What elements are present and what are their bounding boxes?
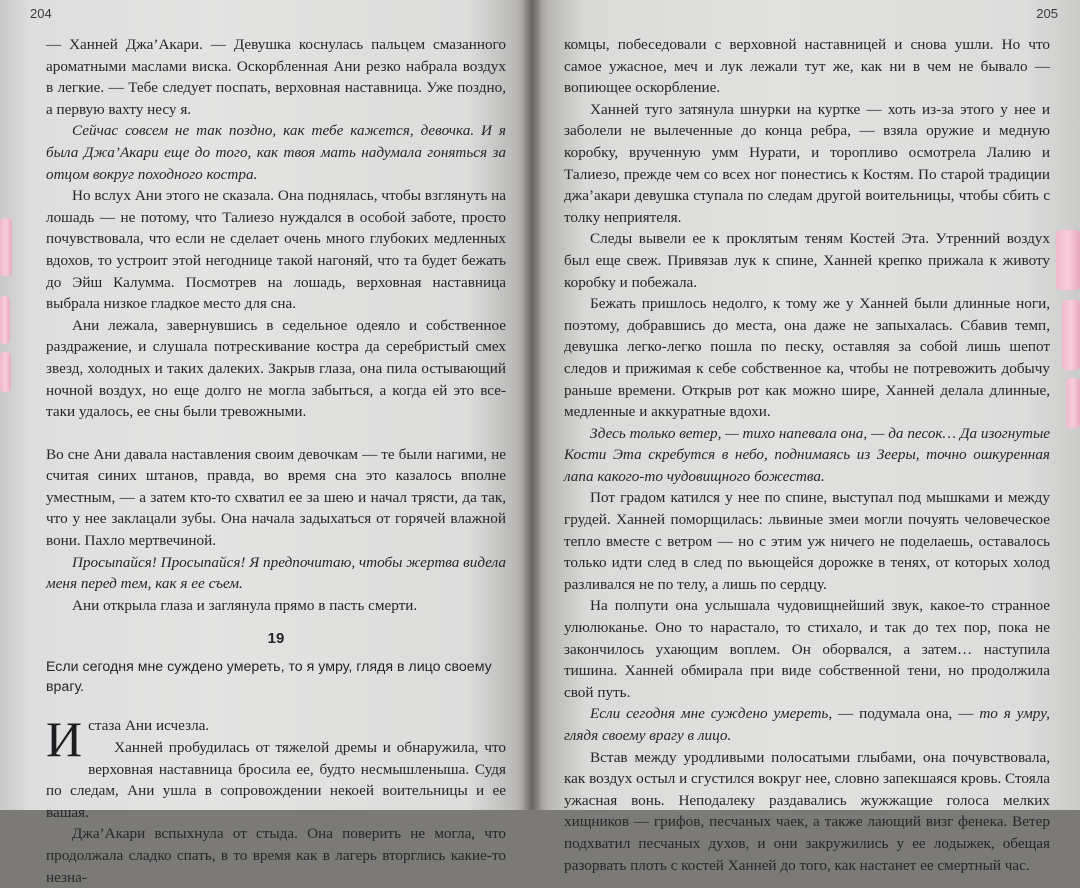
chapter-opening-paragraph bbox=[46, 711, 506, 768]
italic-thought: Сейчас совсем не так поздно, как тебе кажется, девочка. И я была Джа’Акари еще до того, как твоя мать надумала гоняться за отцом вокруг походного костра. bbox=[46, 122, 506, 183]
thought-plain: — подумала она, — bbox=[832, 705, 980, 723]
pink-tab-left-upper bbox=[0, 218, 12, 276]
right-page bbox=[532, 0, 1080, 874]
paragraph: Следы вывели ее к проклятым теням Костей Эта. Утренний воздух был еще свеж. Привязав лук к спине, Ханней крепко прижала к животу коробку и побежала. bbox=[564, 230, 1050, 291]
paragraph: комцы, побеседовали с верховной наставницей и снова ушли. Но что самое ужасное, меч и лук лежали тут же, как ни в чем не бывало — вопиющее оскорбление. bbox=[564, 36, 1050, 97]
paragraph: Во сне Ани давала наставления своим девочкам — те были нагими, не считая синих штанов, правда, во время сна это казалось вполне уместным, — а затем кто-то схватил ее за шею и начал трясти, да так, что у нее заклацали зубы. Она начала задыхаться от горячей влажной вони. Пахло мертвечиной. bbox=[46, 445, 506, 550]
paragraph: — Ханней Джа’Акари. — Девушка коснулась пальцем смазанного ароматными маслами виска. Оскорбленная Ани резко набрала воздух в легкие. — Тебе следует поспать, верховная наставница. Уже поздно, а первую вахту несу я. bbox=[46, 36, 506, 118]
thought-italic: Если сегодня мне суждено умереть, bbox=[590, 705, 833, 723]
paragraph: На полпути она услышала чудовищнейший звук, какое-то странное улюлюканье. Оно то нарастало, то стихало, и так до тех пор, пока не закончилось ухающим воплем. Он оборвался, а затем… наступила тишина. Ханней обмирала при виде собственной тени, но продолжила свой путь. bbox=[564, 597, 1050, 701]
italic-speech: Просыпайся! Просыпайся! Я предпочитаю, чтобы жертва видела меня перед тем, как я ее съем. bbox=[46, 553, 506, 593]
thought-italic: то я умру, глядя своему врагу в лицо. bbox=[564, 705, 1050, 744]
drop-cap: И bbox=[46, 711, 83, 768]
pink-tab-right-lower bbox=[1066, 378, 1080, 428]
pink-tab-right-middle bbox=[1062, 300, 1080, 370]
left-page bbox=[0, 0, 532, 886]
paragraph: Бежать пришлось недолго, к тому же у Ханней были длинные ноги, поэтому, добравшись до места, она даже не запыхалась. Сбавив темп, девушка легко-легко пошла по песку, оставляя за собой лишь шепот следов и прижимая к себе собственное ка, чтобы не потревожить добычу раньше времени. Открыв рот как можно шире, Ханней делала длинные, медленные и аккуратные вдохи. bbox=[564, 295, 1050, 421]
chapter-epigraph: Если сегодня мне суждено умереть, то я умру, глядя в лицо своему врагу. bbox=[46, 659, 492, 696]
thought-paragraph bbox=[564, 703, 1050, 746]
paragraph: Встав между уродливыми полосатыми глыбами, она почувствовала, как воздух остыл и сгустился вокруг нее, словно запекшаяся кровь. Стояла ужасная вонь. Неподалеку раздавались жужжащие голоса мелких хищников — грифов, песчаных чаек, а также лающий визг фенека. Ветер подхватил песчаных духов, и они закружились у ее лодыжек, обещая разорвать плоть с костей Ханней до того, как настанет ее смертный час. bbox=[564, 748, 1051, 874]
pink-tab-left-lower bbox=[0, 352, 11, 392]
paragraph: Ани открыла глаза и заглянула прямо в пасть смерти. bbox=[72, 596, 418, 614]
paragraph: Пот градом катился у нее по спине, выступал под мышками и между грудей. Ханней поморщилась: львиные змеи могли почуять человеческое тепло вместе с ветром — но с этим уж ничего не поделаешь, оставалось только идти след в след по вьющейся дорожке в тенях, от которых холод разливался не по телу, а лишь по сердцу. bbox=[564, 489, 1050, 593]
paragraph: Но вслух Ани этого не сказала. Она поднялась, чтобы взглянуть на лошадь — не потому, что Талиезо нуждался в особой заботе, просто почувствовала, что если не сделает очень много глубоких медленных вдохов, то устроит этой негоднице такой нагоняй, что та будет бежать до Эйш Калумма. Посмотрев на лошадь, верховная наставница выбрала низкое гладкое место для сна. bbox=[46, 187, 506, 313]
paragraph: Ханней туго затянула шнурки на куртке — хоть из-за этого у нее и заболели не вылеченные до конца ребра, — взяла оружие и медную коробку, врученную умм Нурати, и торопливо осмотрела Лалию и Талиезо, прежде чем со всех ног понестись к Костям. По старой традиции джа’акари девушка ступала по следам другой воительницы, чтобы сбить с толку неприятеля. bbox=[564, 100, 1050, 226]
page-number-left: 204 bbox=[30, 6, 52, 21]
pink-tab-right-upper bbox=[1056, 230, 1080, 290]
opening-text: стаза Ани исчезла. bbox=[88, 717, 210, 735]
paragraph: Ани лежала, завернувшись в седельное одеяло и собственное раздражение, и слушала потрескивание костра да серебристый смех звезд, холодных и таких далеких. Закрыв глаза, она пила остывающий ночной воздух, но еще долго не могла забыться, а когда ей это все-таки удалось, ее сны были тревожными. bbox=[46, 316, 506, 421]
pink-tab-left-middle bbox=[0, 296, 10, 344]
paragraph: Ханней пробудилась от тяжелой дремы и обнаружила, что верховная наставница бросила ее, будто несмышленыша. Судя по следам, Ани ушла в сопровождении некоей воительницы и ее вашая. bbox=[46, 739, 506, 821]
paragraph: Джа’Акари вспыхнула от стыда. Она поверить не могла, что продолжала сладко спать, в то время как в лагерь вторглись какие-то незна- bbox=[46, 825, 506, 886]
section-break bbox=[46, 423, 506, 444]
page-number-right: 205 bbox=[1036, 6, 1058, 21]
chapter-number: 19 bbox=[267, 630, 285, 648]
italic-song: Здесь только ветер, — тихо напевала она, — да песок… Да изогнутые Кости Эта скребутся в небо, поднимаясь из Зееры, точно ошкуренная лапа какого-то чудовищного божества. bbox=[564, 424, 1050, 485]
